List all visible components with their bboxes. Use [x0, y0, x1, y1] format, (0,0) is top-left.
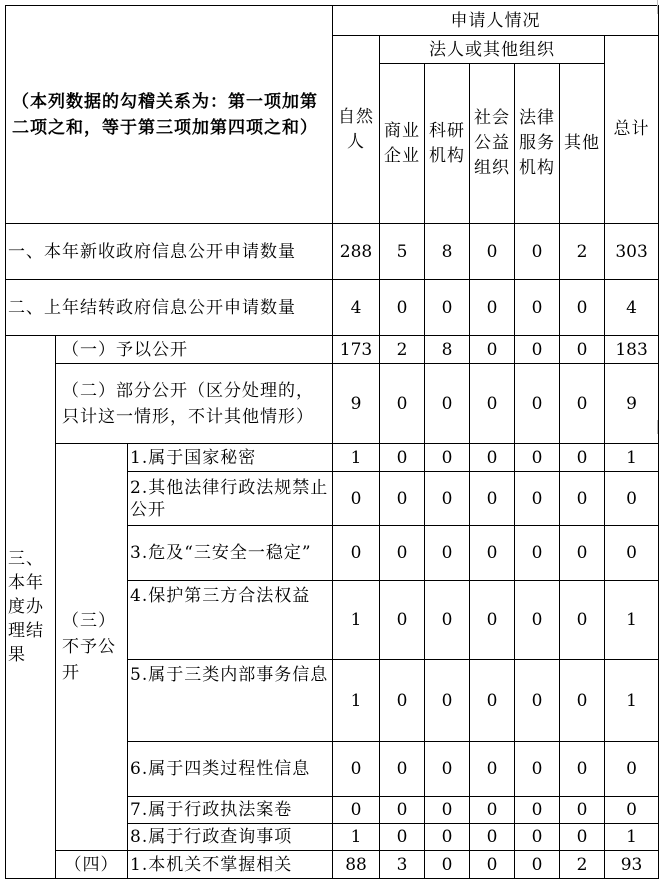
table-row [6, 444, 659, 472]
value-cell: 0 [560, 336, 605, 364]
value-cell: 1 [333, 824, 380, 851]
value-cell: 0 [515, 224, 560, 280]
row-label: 4.保护第三方合法权益 [128, 581, 333, 660]
value-cell: 0 [425, 660, 470, 742]
value-cell: 0 [560, 824, 605, 851]
value-cell: 0 [515, 336, 560, 364]
value-cell: 0 [333, 472, 380, 526]
value-cell: 0 [560, 660, 605, 742]
other-header: 其他 [560, 64, 605, 224]
value-cell: 0 [470, 851, 515, 879]
value-cell: 0 [515, 472, 560, 526]
row-label: 二、上年结转政府信息公开申请数量 [6, 280, 333, 336]
value-cell: 1 [333, 660, 380, 742]
page-edge-marker [657, 0, 664, 14]
value-cell: 0 [425, 472, 470, 526]
value-cell: 0 [560, 472, 605, 526]
research-header: 科研机构 [425, 64, 470, 224]
row-label: 2.其他法律行政法规禁止公开 [128, 472, 333, 526]
value-cell: 0 [380, 797, 425, 824]
value-cell: 0 [560, 797, 605, 824]
value-cell: 0 [425, 742, 470, 797]
value-cell: 0 [333, 742, 380, 797]
value-cell: 0 [560, 581, 605, 660]
disclosure-statistics-table [5, 5, 659, 879]
value-cell: 183 [605, 336, 659, 364]
section-3-label: 三、本年度办理结果 [6, 336, 56, 879]
value-cell: 0 [605, 797, 659, 824]
value-cell: 0 [515, 742, 560, 797]
value-cell: 0 [515, 851, 560, 879]
row-label: （二）部分公开（区分处理的，只计这一情形，不计其他情形） [56, 364, 333, 444]
value-cell: 3 [380, 851, 425, 879]
total-header: 总计 [605, 36, 659, 224]
value-cell: 0 [560, 280, 605, 336]
row-label: 6.属于四类过程性信息 [128, 742, 333, 797]
value-cell: 0 [515, 364, 560, 444]
value-cell: 5 [380, 224, 425, 280]
table-note: （本列数据的勾稽关系为：第一项加第二项之和，等于第三项加第四项之和） [6, 6, 333, 224]
value-cell: 0 [380, 472, 425, 526]
value-cell: 0 [470, 444, 515, 472]
natural-person-header: 自然人 [333, 36, 380, 224]
value-cell: 288 [333, 224, 380, 280]
table-row [6, 364, 659, 444]
value-cell: 303 [605, 224, 659, 280]
value-cell: 93 [605, 851, 659, 879]
value-cell: 0 [605, 526, 659, 581]
value-cell: 0 [380, 526, 425, 581]
legal-service-header: 法律服务机构 [515, 64, 560, 224]
value-cell: 0 [515, 824, 560, 851]
value-cell: 0 [380, 660, 425, 742]
row-label: 3.危及“三安全一稳定” [128, 526, 333, 581]
table-row [6, 224, 659, 280]
value-cell: 0 [380, 581, 425, 660]
value-cell: 0 [470, 280, 515, 336]
value-cell: 0 [560, 526, 605, 581]
value-cell: 0 [425, 280, 470, 336]
value-cell: 2 [560, 851, 605, 879]
row-label: （一）予以公开 [56, 336, 333, 364]
value-cell: 0 [425, 824, 470, 851]
legal-persons-header: 法人或其他组织 [380, 36, 605, 64]
value-cell: 0 [380, 364, 425, 444]
value-cell: 8 [425, 224, 470, 280]
value-cell: 0 [333, 797, 380, 824]
value-cell: 0 [515, 660, 560, 742]
not-disclosed-label: （三）不予公开 [56, 444, 128, 851]
value-cell: 0 [380, 742, 425, 797]
value-cell: 0 [425, 364, 470, 444]
value-cell: 0 [560, 742, 605, 797]
value-cell: 88 [333, 851, 380, 879]
value-cell: 0 [470, 336, 515, 364]
value-cell: 0 [515, 444, 560, 472]
value-cell: 0 [560, 444, 605, 472]
section-4-label: （四） [56, 851, 128, 879]
value-cell: 0 [425, 526, 470, 581]
value-cell: 0 [470, 742, 515, 797]
row-label: 一、本年新收政府信息公开申请数量 [6, 224, 333, 280]
table-row [6, 851, 659, 879]
value-cell: 0 [333, 526, 380, 581]
value-cell: 0 [515, 797, 560, 824]
value-cell: 0 [560, 364, 605, 444]
social-welfare-header: 社会公益组织 [470, 64, 515, 224]
value-cell: 8 [425, 336, 470, 364]
value-cell: 0 [425, 444, 470, 472]
value-cell: 4 [333, 280, 380, 336]
value-cell: 0 [605, 742, 659, 797]
value-cell: 0 [515, 526, 560, 581]
row-label: 5.属于三类内部事务信息 [128, 660, 333, 742]
value-cell: 173 [333, 336, 380, 364]
value-cell: 0 [515, 280, 560, 336]
value-cell: 1 [605, 824, 659, 851]
row-label: 7.属于行政执法案卷 [128, 797, 333, 824]
value-cell: 0 [470, 224, 515, 280]
value-cell: 0 [470, 824, 515, 851]
value-cell: 1 [605, 444, 659, 472]
value-cell: 0 [425, 797, 470, 824]
value-cell: 1 [333, 444, 380, 472]
value-cell: 0 [425, 851, 470, 879]
value-cell: 2 [380, 336, 425, 364]
row-label: 1.本机关不掌握相关 [128, 851, 333, 879]
applicant-situation-header: 申请人情况 [333, 6, 659, 36]
value-cell: 9 [605, 364, 659, 444]
value-cell: 1 [605, 581, 659, 660]
value-cell: 0 [425, 581, 470, 660]
value-cell: 0 [605, 472, 659, 526]
value-cell: 0 [470, 660, 515, 742]
value-cell: 0 [470, 797, 515, 824]
value-cell: 0 [380, 444, 425, 472]
table-row [6, 336, 659, 364]
value-cell: 0 [380, 824, 425, 851]
value-cell: 9 [333, 364, 380, 444]
value-cell: 4 [605, 280, 659, 336]
value-cell: 0 [470, 472, 515, 526]
page-edge-marker [657, 420, 664, 434]
value-cell: 0 [470, 581, 515, 660]
value-cell: 2 [560, 224, 605, 280]
row-label: 8.属于行政查询事项 [128, 824, 333, 851]
table-row [6, 280, 659, 336]
value-cell: 0 [515, 581, 560, 660]
value-cell: 0 [470, 364, 515, 444]
commercial-header: 商业企业 [380, 64, 425, 224]
value-cell: 0 [380, 280, 425, 336]
value-cell: 0 [470, 526, 515, 581]
value-cell: 1 [605, 660, 659, 742]
row-label: 1.属于国家秘密 [128, 444, 333, 472]
value-cell: 1 [333, 581, 380, 660]
